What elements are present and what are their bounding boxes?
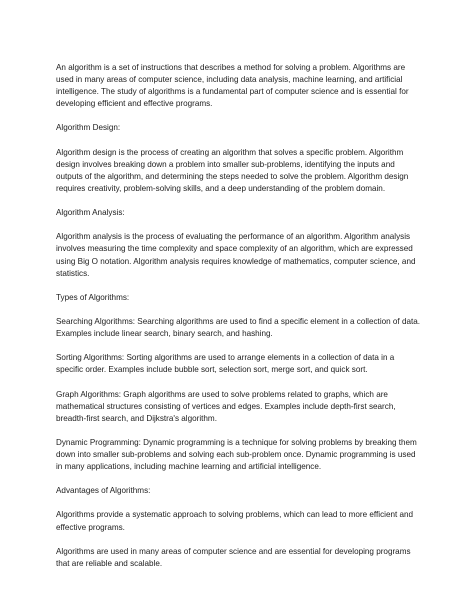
- heading-algorithm-design: Algorithm Design:: [56, 123, 121, 133]
- searching-algorithms-paragraph: Searching Algorithms: Searching algorithms are used to find a specific element in a collection of data. Examples include linear search, binary search, and hashing.: [56, 316, 421, 339]
- advantages-paragraph-2: Algorithms are used in many areas of computer science and are essential for developing programs that are reliable and scalable.: [56, 546, 411, 568]
- heading-algorithm-analysis: Algorithm Analysis:: [56, 208, 125, 218]
- algorithm-analysis-paragraph: Algorithm analysis is the process of evaluating the performance of an algorithm. Algorithm analysis involves measuring the time complexity and space complexity of an algorithm, which are expressed using Big O notation. Algorithm analysis requires knowledge of mathematics, computer science, and statistics.: [56, 232, 416, 278]
- graph-algorithms-paragraph: Graph Algorithms: Graph algorithms are used to solve problems related to graphs, which are mathematical structures consisting of vertices and edges. Examples include depth-first search, breadth-first search, and Dijkstra's algorithm.: [56, 389, 396, 423]
- algorithm-design-paragraph: Algorithm design is the process of creating an algorithm that solves a specific problem. Algorithm design involves breaking down a problem into smaller sub-problems, identifying the inputs and outputs of the algorithm, and determining the steps needed to solve the problem. Algorithm design requires creativity, problem-solving skills, and a deep understanding of the problem domain.: [56, 147, 409, 193]
- intro-paragraph: An algorithm is a set of instructions that describes a method for solving a problem. Algorithms are used in many areas of computer science, including data analysis, machine learning, and artificial intelligence. The study of algorithms is a fundamental part of computer science and is essential for developing efficient and effective programs.: [56, 63, 409, 109]
- heading-advantages-of-algorithms: Advantages of Algorithms:: [56, 486, 151, 496]
- heading-types-of-algorithms: Types of Algorithms:: [56, 292, 130, 302]
- advantages-paragraph-1: Algorithms provide a systematic approach to solving problems, which can lead to more efficient and effective programs.: [56, 510, 414, 532]
- document-body: [56, 62, 422, 582]
- dynamic-programming-paragraph: Dynamic Programming: Dynamic programming is a technique for solving problems by breaking them down into smaller sub-problems and solving each sub-problem once. Dynamic programming is used in many applications, including machine learning and artificial intelligence.: [56, 437, 417, 472]
- sorting-algorithms-paragraph: Sorting Algorithms: Sorting algorithms are used to arrange elements in a collection of data in a specific order. Examples include bubble sort, selection sort, merge sort, and quick sort.: [56, 353, 395, 375]
